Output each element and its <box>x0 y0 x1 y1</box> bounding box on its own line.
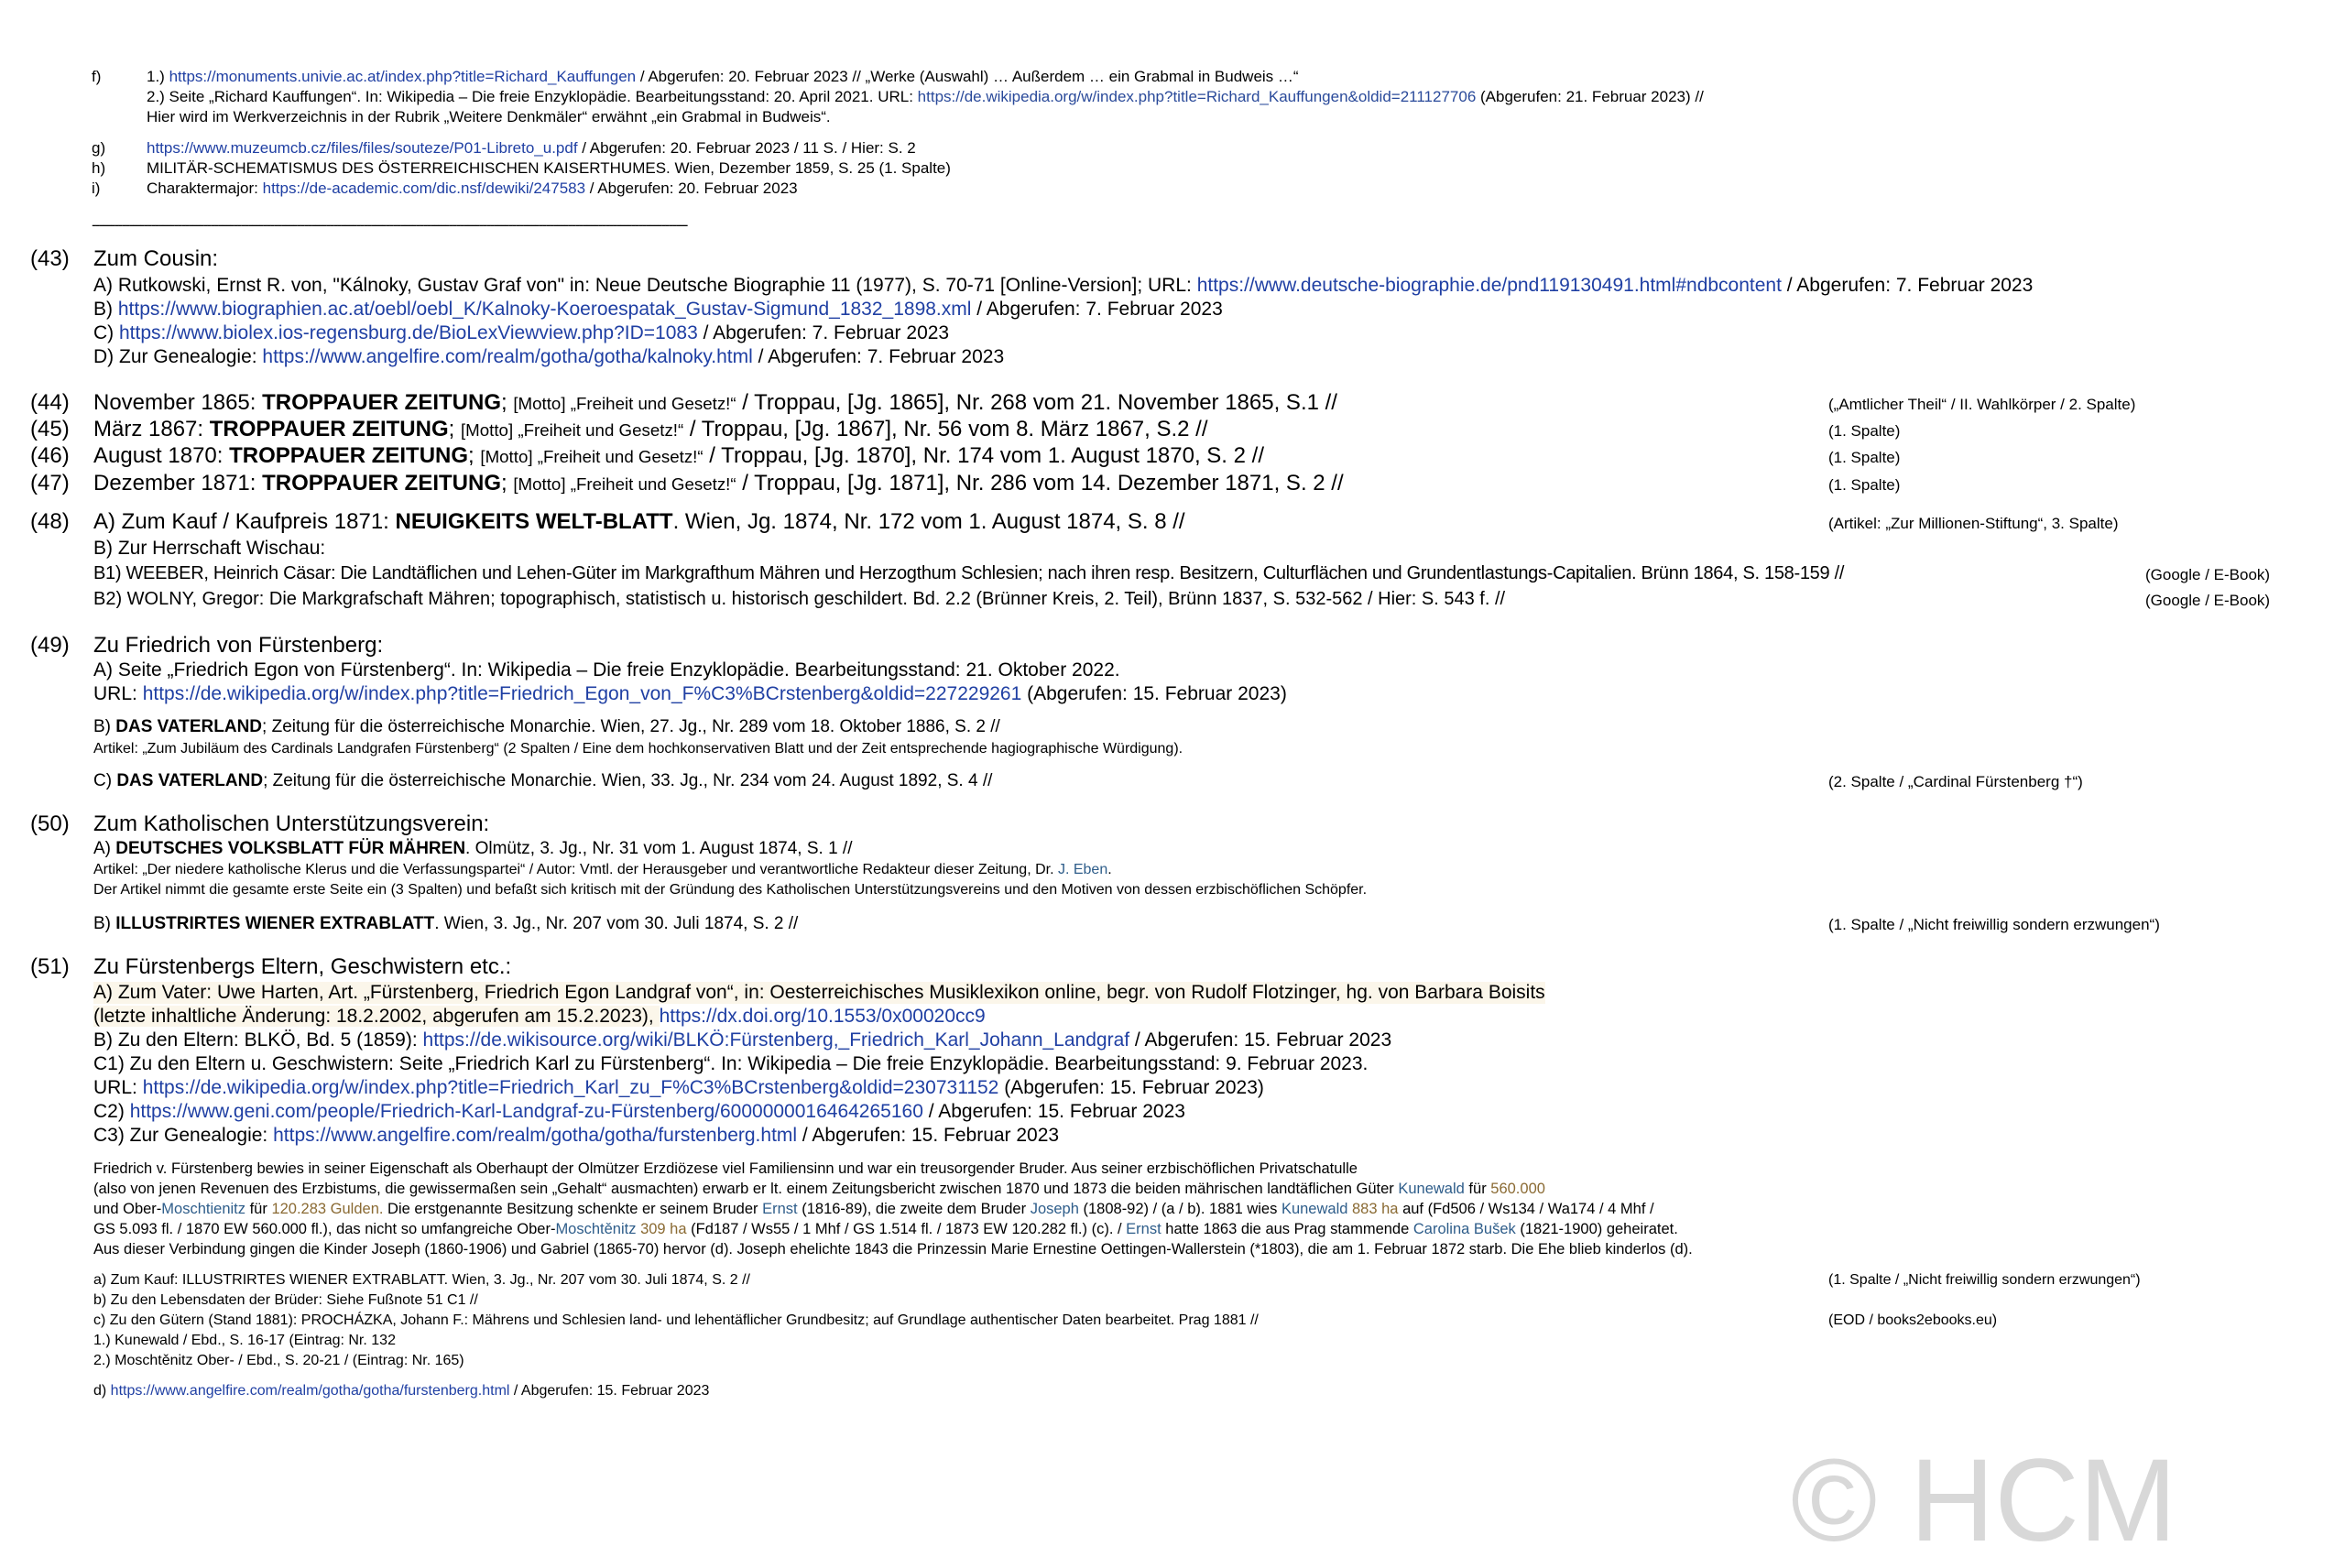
footnote-43-d-prefix: D) Zur Genealogie: <box>93 346 263 367</box>
footnote-45-entry: März 1867: TROPPAUER ZEITUNG; [Motto] „Freiheit und Gesetz!“ / Troppau, [Jg. 1867], Nr. 56 vom 8. März 1867, S.2 // <box>93 417 1208 441</box>
footnote-47-note: (1. Spalte) <box>1828 476 1901 494</box>
footnote-48-a-paper: NEUIGKEITS WELT-BLATT <box>395 509 673 534</box>
footnote-47-rest: / Troppau, [Jg. 1871], Nr. 286 vom 14. Dezember 1871, S. 2 // <box>736 471 1344 495</box>
p3-ernst: Ernst <box>762 1201 798 1217</box>
footnote-51-c1: C1) Zu den Eltern u. Geschwistern: Seite „Friedrich Karl zu Fürstenberg“. In: Wikipedia – Die freie Enzyklopädie. Bearbeitungsstand: 9. Februar 2023. <box>93 1053 1369 1074</box>
footnote-44-paper: TROPPAUER ZEITUNG <box>262 390 502 415</box>
footnote-47-number: (47) <box>30 471 70 495</box>
footnote-48-b1: B1) WEEBER, Heinrich Cäsar: Die Landtäflichen und Lehen-Güter im Markgrafthum Mähren und Herzogthum Schlesien; nach ihren resp. Besitzern, Culturflächen und Grundentlastungs-Capitalien. Brünn 1864, S. 158-159 // <box>93 563 1845 583</box>
note-f1-rest: / Abgerufen: 20. Februar 2023 // „Werke (Auswahl) … Außerdem … ein Grabmal in Budweis …“ <box>636 68 1299 85</box>
footnote-51-c1-url-prefix: URL: <box>93 1077 143 1098</box>
note-f3: Hier wird im Werkverzeichnis in der Rubrik „Weitere Denkmäler“ erwähnt „ein Grabmal in Budweis“. <box>147 108 831 125</box>
footnote-46-date: August 1870: <box>93 443 230 468</box>
p2-text-a: (also von jenen Revenuen des Erzbistums, die gewissermaßen sein „Gehalt“ ausmachten) erwarb er lt. einem Zeitungsbericht zwischen 1870 und 1873 die beiden mährischen landtäflichen Güter <box>93 1181 1399 1197</box>
footnote-50-b-prefix: B) <box>93 914 116 933</box>
p4-text-d: (1821-1900) geheiratet. <box>1515 1221 1678 1237</box>
footnote-43-b-link[interactable]: https://www.biographien.ac.at/oebl/oebl_K/Kalnoky-Koeroespatak_Gustav-Sigmund_1832_1898.xml <box>117 299 972 320</box>
footnote-43-a-text: A) Rutkowski, Ernst R. von, "Kálnoky, Gustav Graf von" in: Neue Deutsche Biographie 11 (1977), S. 70-71 [Online-Version]; URL: <box>93 275 1197 296</box>
footnote-51-sub-c: c) Zu den Gütern (Stand 1881): PROCHÁZKA, Johann F.: Mährens und Schlesien land- und lehentäflicher Grundbesitz; auf Grundlage authentischer Daten bearbeitet. Prag 1881 // <box>93 1312 1259 1328</box>
footnote-49-b <box>93 717 1000 737</box>
footnote-48-a-prefix: A) Zum Kauf / Kaufpreis 1871: <box>93 509 396 534</box>
footnote-43-b-rest: / Abgerufen: 7. Februar 2023 <box>971 299 1223 320</box>
footnote-46-note: (1. Spalte) <box>1828 449 1901 466</box>
footnote-51-paragraph-line-4 <box>93 1221 1678 1238</box>
note-g-label: g) <box>92 139 106 157</box>
footnote-51-c1-url-line <box>93 1077 1264 1099</box>
note-i-rest: / Abgerufen: 20. Februar 2023 <box>585 180 798 197</box>
footnote-50-a-desc: Der Artikel nimmt die gesamte erste Seite ein (3 Spalten) und befaßt sich kritisch mit der Gründung des Katholischen Unterstützungsvereins und den Motiven von dessen erzbischöflichen Schöpfer. <box>93 882 1368 898</box>
p3-moschtienitz: Moschtienitz <box>161 1201 245 1217</box>
footnote-51-c1-link[interactable]: https://de.wikipedia.org/w/index.php?title=Friedrich_Karl_zu_F%C3%BCrstenberg&oldid=230731152 <box>142 1077 999 1098</box>
footnote-49-c <box>93 771 992 791</box>
footnote-45-date: März 1867: <box>93 417 210 441</box>
footnote-50-b-paper: ILLUSTRIRTES WIENER EXTRABLATT <box>115 914 435 933</box>
copyright-watermark: © HCM <box>1791 1435 2177 1566</box>
note-g <box>147 139 916 158</box>
footnote-50-b-note: (1. Spalte / „Nicht freiwillig sondern erzwungen“) <box>1828 916 2160 933</box>
footnote-51-c3-rest: / Abgerufen: 15. Februar 2023 <box>797 1125 1060 1146</box>
p4-text-c: hatte 1863 die aus Prag stammende <box>1161 1221 1413 1237</box>
footnote-51-title: Zu Fürstenbergs Eltern, Geschwistern etc.: <box>93 954 512 979</box>
footnote-51-b-link[interactable]: https://de.wikisource.org/wiki/BLKÖ:Fürstenberg,_Friedrich_Karl_Johann_Landgraf <box>422 1029 1130 1051</box>
footnote-49-a: A) Seite „Friedrich Egon von Fürstenberg“. In: Wikipedia – Die freie Enzyklopädie. Bearbeitungsstand: 21. Oktober 2022. <box>93 659 1120 681</box>
p4-ernst: Ernst <box>1126 1221 1162 1237</box>
note-f1-link[interactable]: https://monuments.univie.ac.at/index.php?title=Richard_Kauffungen <box>169 68 637 85</box>
note-f1 <box>147 68 1299 86</box>
footnote-43-a-link[interactable]: https://www.deutsche-biographie.de/pnd119130491.html#ndbcontent <box>1196 275 1782 296</box>
p4-moschtenitz: Moschtěnitz <box>555 1221 637 1237</box>
p4-carolina: Carolina Bušek <box>1412 1221 1516 1237</box>
p3-joseph: Joseph <box>1030 1201 1079 1217</box>
footnote-46-number: (46) <box>30 443 70 468</box>
footnote-44-motto: [Motto] „Freiheit und Gesetz!“ <box>513 394 736 413</box>
note-g-link[interactable]: https://www.muzeumcb.cz/files/files/souteze/P01-Libreto_u.pdf <box>147 139 578 157</box>
footnote-51-paragraph-line-3 <box>93 1201 1654 1218</box>
footnote-43-a-rest: / Abgerufen: 7. Februar 2023 <box>1781 275 2034 296</box>
footnote-51-paragraph-line-2 <box>93 1181 1545 1198</box>
footnote-48-a-note: (Artikel: „Zur Millionen-Stiftung“, 3. Spalte) <box>1828 515 2119 532</box>
footnote-48-number: (48) <box>30 509 70 534</box>
footnote-51-sub-d <box>93 1383 709 1399</box>
footnote-45-paper: TROPPAUER ZEITUNG <box>209 417 449 441</box>
footnote-51-c2-prefix: C2) <box>93 1101 130 1122</box>
footnote-48-a-rest: . Wien, Jg. 1874, Nr. 172 vom 1. August 1874, S. 8 // <box>672 509 1185 534</box>
footnote-45-note: (1. Spalte) <box>1828 422 1901 440</box>
footnote-43-c <box>93 322 949 344</box>
footnote-48-b2-note: (Google / E-Book) <box>2145 592 2271 609</box>
footnote-51-a: A) Zum Vater: Uwe Harten, Art. „Fürstenberg, Friedrich Egon Landgraf von“, in: Oesterreichisches Musiklexikon online, begr. von Rudolf Flotzinger, hg. von Barbara Boisits <box>93 982 1545 1003</box>
footnote-43-b-prefix: B) <box>93 299 118 320</box>
footnote-49-number: (49) <box>30 633 70 658</box>
footnote-43-c-prefix: C) <box>93 322 119 343</box>
p3-text-e: (1808-92) / (a / b). 1881 wies <box>1078 1201 1282 1217</box>
footnote-46-entry: August 1870: TROPPAUER ZEITUNG; [Motto] „Freiheit und Gesetz!“ / Troppau, [Jg. 1870], Nr. 174 vom 1. August 1870, S. 2 // <box>93 443 1264 468</box>
p3-text-d: (1816-89), die zweite dem Bruder <box>797 1201 1031 1217</box>
note-f1-prefix: 1.) <box>147 68 169 85</box>
p4-text-a: GS 5.093 fl. / 1870 EW 560.000 fl.), das nicht so umfangreiche Ober- <box>93 1221 556 1237</box>
note-f2-rest: (Abgerufen: 21. Februar 2023) // <box>1476 88 1704 105</box>
p3-ha: 883 ha <box>1347 1201 1399 1217</box>
footnote-51-sub-d-rest: / Abgerufen: 15. Februar 2023 <box>509 1383 710 1399</box>
footnote-49-link[interactable]: https://de.wikipedia.org/w/index.php?title=Friedrich_Egon_von_F%C3%BCrstenberg&oldid=227229261 <box>142 683 1022 704</box>
footnote-51-b-prefix: B) Zu den Eltern: BLKÖ, Bd. 5 (1859): <box>93 1029 423 1051</box>
footnote-49-b-paper: DAS VATERLAND <box>115 717 263 736</box>
footnote-44-note: („Amtlicher Theil“ / II. Wahlkörper / 2. Spalte) <box>1828 396 2136 413</box>
footnote-51-paragraph-line-1: Friedrich v. Fürstenberg bewies in seiner Eigenschaft als Oberhaupt der Olmützer Erzdiözese viel Familiensinn und war ein treusorgender Bruder. Aus seiner erzbischöflichen Privatschatulle <box>93 1160 1358 1177</box>
note-g-rest: / Abgerufen: 20. Februar 2023 / 11 S. / Hier: S. 2 <box>577 139 916 157</box>
footnote-51-sub-c2: 2.) Moschtěnitz Ober- / Ebd., S. 20-21 / (Eintrag: Nr. 165) <box>93 1353 464 1368</box>
footnote-43-a <box>93 275 2033 297</box>
p3-text-a: und Ober- <box>93 1201 162 1217</box>
p3-text-c: Die erstgenannte Besitzung schenkte er seinem Bruder <box>383 1201 763 1217</box>
p3-amount: 120.283 Gulden. <box>271 1201 384 1217</box>
footnote-43-c-rest: / Abgerufen: 7. Februar 2023 <box>697 322 950 343</box>
footnote-47-date: Dezember 1871: <box>93 471 263 495</box>
p3-kunewald: Kunewald <box>1281 1201 1348 1217</box>
footnote-49-url-rest: (Abgerufen: 15. Februar 2023) <box>1021 683 1287 704</box>
footnote-51-paragraph-line-5: Aus dieser Verbindung gingen die Kinder Joseph (1860-1906) und Gabriel (1865-70) hervor (d). Joseph ehelichte 1843 die Prinzessin Marie Ernestine Oettingen-Wallerstein (*1803), die am 1. Februar 1872 starb. Die Ehe blieb kinderlos (d). <box>93 1241 1693 1258</box>
footnote-51-sub-c-note: (EOD / books2ebooks.eu) <box>1828 1312 1998 1328</box>
footnote-51-sub-a-note: (1. Spalte / „Nicht freiwillig sondern erzwungen“) <box>1828 1272 2141 1288</box>
footnote-46-paper: TROPPAUER ZEITUNG <box>229 443 469 468</box>
footnote-51-c1-url-rest: (Abgerufen: 15. Februar 2023) <box>998 1077 1264 1098</box>
footnote-50-a-prefix: A) <box>93 839 116 858</box>
footnote-48-a <box>93 509 1185 535</box>
footnote-48-b: B) Zur Herrschaft Wischau: <box>93 538 326 559</box>
footnote-49-a-url-line <box>93 683 1287 705</box>
footnote-50-a-rest: . Olmütz, 3. Jg., Nr. 31 vom 1. August 1874, S. 1 // <box>465 839 853 858</box>
footnote-50-title: Zum Katholischen Unterstützungsverein: <box>93 811 490 836</box>
footnote-48-b2: B2) WOLNY, Gregor: Die Markgrafschaft Mähren; topographisch, statistisch u. historisch geschildert. Bd. 2.2 (Brünner Kreis, 2. Teil), Brünn 1837, S. 532-562 / Hier: S. 543 f. // <box>93 589 1506 609</box>
footnote-51-c3 <box>93 1125 1059 1147</box>
footnote-46-motto: [Motto] „Freiheit und Gesetz!“ <box>480 447 704 466</box>
footnote-51-sub-a: a) Zum Kauf: ILLUSTRIRTES WIENER EXTRABLATT. Wien, 3. Jg., Nr. 207 vom 30. Juli 1874, S. 2 // <box>93 1272 750 1288</box>
p2-kunewald: Kunewald <box>1398 1181 1465 1197</box>
note-i <box>147 180 798 198</box>
footnote-51-c3-link[interactable]: https://www.angelfire.com/realm/gotha/gotha/furstenberg.html <box>273 1125 798 1146</box>
footnote-51-c2-link[interactable]: https://www.geni.com/people/Friedrich-Karl-Landgraf-zu-Fürstenberg/6000000016464265160 <box>129 1101 923 1122</box>
footnote-49-b-prefix: B) <box>93 717 116 736</box>
footnote-49-c-paper: DAS VATERLAND <box>116 771 264 790</box>
note-f2-text: 2.) Seite „Richard Kauffungen“. In: Wikipedia – Die freie Enzyklopädie. Bearbeitungsstand: 20. April 2021. URL: <box>147 88 918 105</box>
footnote-51-b <box>93 1029 1391 1051</box>
footnote-44-date: November 1865: <box>93 390 263 415</box>
p3-text-b: für <box>245 1201 272 1217</box>
p2-amount: 560.000 <box>1490 1181 1545 1197</box>
note-h: MILITÄR-SCHEMATISMUS DES ÖSTERREICHISCHEN KAISERTHUMES. Wien, Dezember 1859, S. 25 (1. Spalte) <box>147 159 951 177</box>
footnote-51-sub-d-link[interactable]: https://www.angelfire.com/realm/gotha/gotha/furstenberg.html <box>110 1383 510 1399</box>
footnote-50-b <box>93 914 798 934</box>
note-i-link[interactable]: https://de-academic.com/dic.nsf/dewiki/247583 <box>262 180 586 197</box>
footnote-50-a <box>93 839 852 859</box>
footnote-43-d-rest: / Abgerufen: 7. Februar 2023 <box>752 346 1005 367</box>
separator-line: ---------------------------------------------------------------------------------------------------------------------------------------------------------------- <box>92 216 687 234</box>
note-f2 <box>147 88 1704 106</box>
p4-ha: 309 ha <box>636 1221 687 1237</box>
footnote-51-a2-link[interactable]: https://dx.doi.org/10.1553/0x00020cc9 <box>659 1006 986 1027</box>
footnote-50-number: (50) <box>30 811 70 836</box>
note-f-label: f) <box>92 68 102 85</box>
note-i-prefix: Charaktermajor: <box>147 180 263 197</box>
footnote-43-d-link[interactable]: https://www.angelfire.com/realm/gotha/gotha/kalnoky.html <box>262 346 753 367</box>
note-f2-link[interactable]: https://de.wikipedia.org/w/index.php?title=Richard_Kauffungen&oldid=211127706 <box>917 88 1477 105</box>
footnote-50-a-author: J. Eben <box>1057 862 1108 877</box>
footnote-43-number: (43) <box>30 246 70 271</box>
footnote-44-entry: November 1865: TROPPAUER ZEITUNG; [Motto] „Freiheit und Gesetz!“ / Troppau, [Jg. 1865], Nr. 268 vom 21. November 1865, S.1 // <box>93 390 1337 415</box>
footnote-44-number: (44) <box>30 390 70 415</box>
footnote-47-entry: Dezember 1871: TROPPAUER ZEITUNG; [Motto] „Freiheit und Gesetz!“ / Troppau, [Jg. 1871], Nr. 286 vom 14. Dezember 1871, S. 2 // <box>93 471 1344 495</box>
footnote-46-rest: / Troppau, [Jg. 1870], Nr. 174 vom 1. August 1870, S. 2 // <box>703 443 1264 468</box>
footnote-45-motto: [Motto] „Freiheit und Gesetz!“ <box>460 420 684 440</box>
footnote-49-b-article: Artikel: „Zum Jubiläum des Cardinals Landgrafen Fürstenberg“ (2 Spalten / Eine dem hochkonservativen Blatt und der Zeit entsprechende hagiographische Würdigung). <box>93 741 1183 757</box>
note-i-label: i) <box>92 180 101 197</box>
footnote-51-a2-text: (letzte inhaltliche Änderung: 18.2.2002, abgerufen am 15.2.2023), <box>93 1006 660 1027</box>
footnote-43-d <box>93 346 1004 368</box>
footnote-50-a-article <box>93 862 1112 878</box>
footnote-51-sub-d-prefix: d) <box>93 1383 111 1399</box>
footnote-51-c3-prefix: C3) Zur Genealogie: <box>93 1125 274 1146</box>
footnote-50-a-article-end: . <box>1107 862 1112 877</box>
footnote-49-url-prefix: URL: <box>93 683 143 704</box>
footnote-45-rest: / Troppau, [Jg. 1867], Nr. 56 vom 8. März 1867, S.2 // <box>683 417 1208 441</box>
footnote-48-b1-note: (Google / E-Book) <box>2145 566 2271 583</box>
footnote-45-number: (45) <box>30 417 70 441</box>
footnote-47-motto: [Motto] „Freiheit und Gesetz!“ <box>513 474 736 494</box>
footnote-43-b <box>93 299 1223 321</box>
p2-text-b: für <box>1464 1181 1491 1197</box>
footnote-51-a2 <box>93 1006 986 1028</box>
footnote-51-number: (51) <box>30 954 70 979</box>
p4-text-b: (Fd187 / Ws55 / 1 Mhf / GS 1.514 fl. / 1873 EW 120.282 fl.) (c). / <box>686 1221 1127 1237</box>
footnote-50-b-rest: . Wien, 3. Jg., Nr. 207 vom 30. Juli 1874, S. 2 // <box>434 914 799 933</box>
footnote-43-title: Zum Cousin: <box>93 246 219 271</box>
note-h-label: h) <box>92 159 106 177</box>
footnote-49-c-prefix: C) <box>93 771 117 790</box>
footnote-44-rest: / Troppau, [Jg. 1865], Nr. 268 vom 21. November 1865, S.1 // <box>736 390 1337 415</box>
footnote-51-sub-b: b) Zu den Lebensdaten der Brüder: Siehe Fußnote 51 C1 // <box>93 1292 478 1308</box>
p3-text-f: auf (Fd506 / Ws134 / Wa174 / 4 Mhf / <box>1398 1201 1654 1217</box>
footnote-47-paper: TROPPAUER ZEITUNG <box>262 471 502 495</box>
footnote-51-c2-rest: / Abgerufen: 15. Februar 2023 <box>922 1101 1185 1122</box>
footnote-51-b-rest: / Abgerufen: 15. Februar 2023 <box>1129 1029 1392 1051</box>
footnote-49-c-note: (2. Spalte / „Cardinal Fürstenberg †“) <box>1828 773 2083 790</box>
footnote-49-title: Zu Friedrich von Fürstenberg: <box>93 633 384 658</box>
footnote-51-c2 <box>93 1101 1185 1123</box>
footnote-43-c-link[interactable]: https://www.biolex.ios-regensburg.de/BioLexViewview.php?ID=1083 <box>119 322 698 343</box>
footnote-50-a-paper: DEUTSCHES VOLKSBLATT FÜR MÄHREN <box>115 839 466 858</box>
footnote-49-b-rest: ; Zeitung für die österreichische Monarchie. Wien, 27. Jg., Nr. 289 vom 18. Oktober 1886, S. 2 // <box>262 717 1000 736</box>
footnote-49-c-rest: ; Zeitung für die österreichische Monarchie. Wien, 33. Jg., Nr. 234 vom 24. August 1892, S. 4 // <box>263 771 993 790</box>
footnote-50-a-article-text: Artikel: „Der niedere katholische Klerus und die Verfassungspartei“ / Autor: Vmtl. der Herausgeber und verantwortliche Redakteur dieser Zeitung, Dr. <box>93 862 1058 877</box>
footnote-51-sub-c1: 1.) Kunewald / Ebd., S. 16-17 (Eintrag: Nr. 132 <box>93 1333 396 1348</box>
